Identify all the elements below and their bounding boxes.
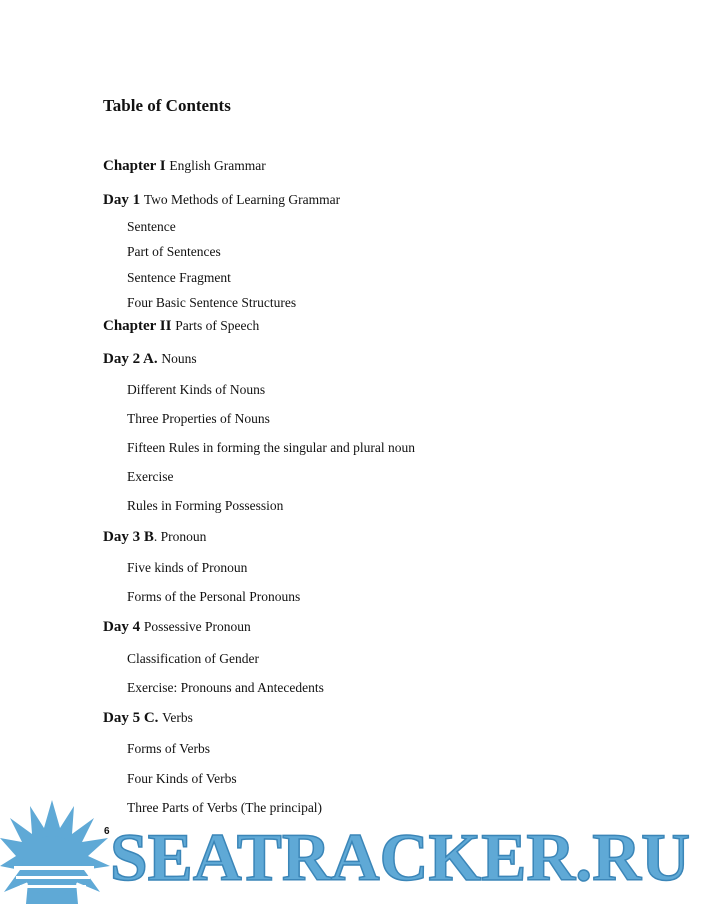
watermark-logo — [0, 800, 701, 904]
toc-label: Day 4 — [103, 619, 141, 635]
toc-day-3 — [103, 528, 206, 546]
toc-day-2 — [103, 350, 197, 368]
toc-label: Day 5 C. — [103, 710, 159, 726]
toc-text: . Pronoun — [153, 529, 207, 544]
toc-day-5 — [103, 709, 193, 727]
toc-subentry: Forms of Verbs — [127, 741, 211, 756]
toc-subentry: Classification of Gender — [127, 651, 259, 666]
toc-day-4 — [103, 618, 251, 636]
toc-text: Nouns — [161, 351, 197, 366]
toc-subentry: Sentence Fragment — [127, 270, 231, 285]
toc-subentry: Part of Sentences — [127, 244, 221, 259]
toc-subentry: Rules in Forming Possession — [127, 498, 284, 513]
toc-subentry: Sentence — [127, 219, 176, 234]
toc-label: Day 1 — [103, 192, 141, 208]
toc-chapter-2 — [103, 317, 259, 335]
toc-subentry: Four Basic Sentence Structures — [127, 295, 297, 310]
toc-subentry: Different Kinds of Nouns — [127, 382, 266, 397]
toc-subentry: Exercise: Pronouns and Antecedents — [127, 680, 324, 695]
watermark-text: SEATRACKER.RU — [110, 819, 690, 895]
toc-day-1 — [103, 191, 340, 209]
toc-text: Possessive Pronoun — [143, 619, 251, 634]
toc-text: Verbs — [162, 710, 193, 725]
toc-label: Day 3 B — [103, 529, 154, 545]
toc-subentry: Four Kinds of Verbs — [127, 771, 237, 786]
toc-subentry: Fifteen Rules in forming the singular and plural noun — [127, 440, 415, 455]
page-title: Table of Contents — [103, 96, 231, 115]
toc-subentry: Five kinds of Pronoun — [127, 560, 248, 575]
toc-text: English Grammar — [169, 158, 266, 173]
toc-label: Day 2 A. — [103, 351, 158, 367]
toc-subentry: Three Parts of Verbs (The principal) — [127, 800, 323, 815]
page-number: 6 — [104, 826, 110, 837]
toc-subentry: Exercise — [127, 469, 174, 484]
toc-text: Parts of Speech — [175, 318, 260, 333]
toc-label: Chapter II — [103, 318, 172, 334]
toc-subentry: Three Properties of Nouns — [127, 411, 270, 426]
toc-label: Chapter I — [103, 158, 166, 174]
sun-icon — [0, 800, 110, 904]
toc-chapter-1 — [103, 157, 266, 175]
toc-text: Two Methods of Learning Grammar — [143, 192, 341, 207]
toc-subentry: Forms of the Personal Pronouns — [127, 589, 301, 604]
